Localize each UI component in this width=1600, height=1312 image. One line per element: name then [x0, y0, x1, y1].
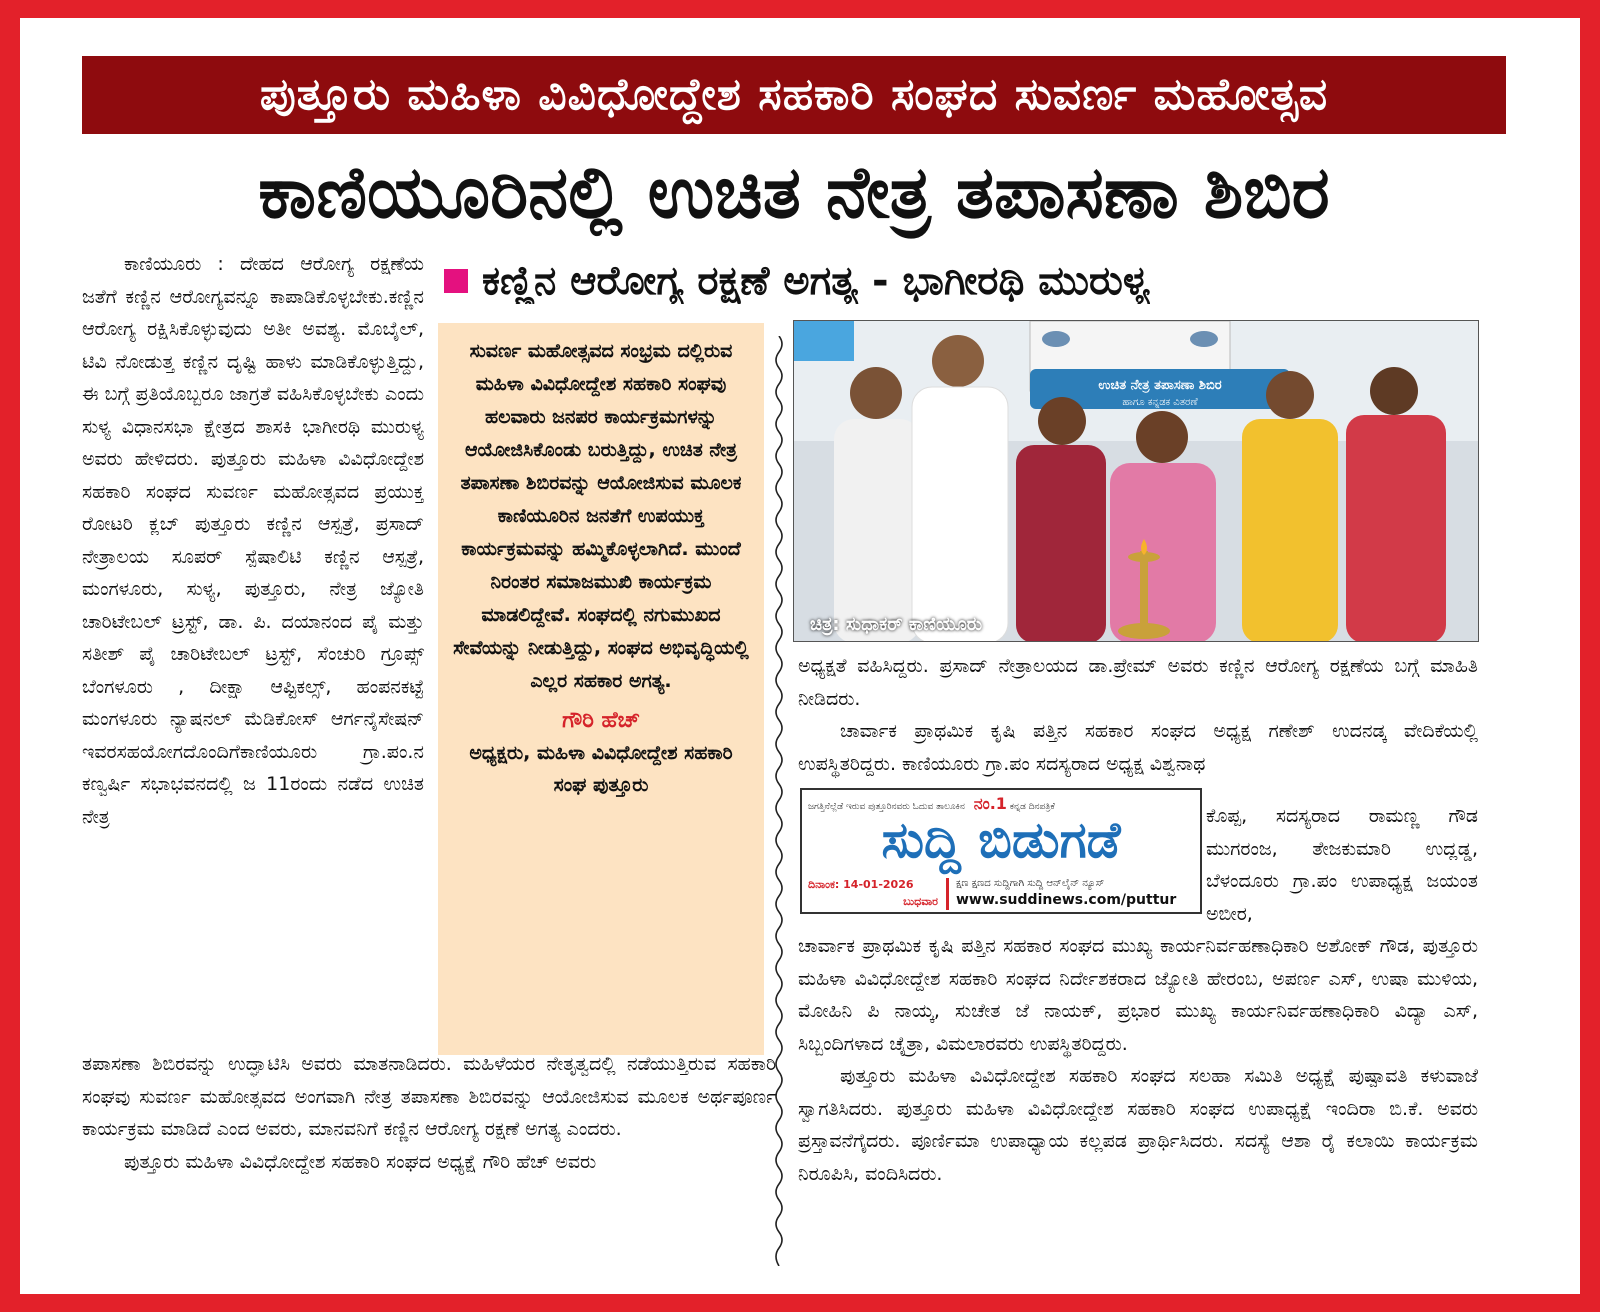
photo-banner-text: ಉಚಿತ ನೇತ್ರ ತಪಾಸಣಾ ಶಿಬಿರ — [1098, 378, 1222, 393]
article-paragraph: ಪುತ್ತೂರು ಮಹಿಳಾ ವಿವಿಧೋದ್ದೇಶ ಸಹಕಾರಿ ಸಂಘದ ಅಧ್ಯಕ್ಷೆ ಗೌರಿ ಹೆಚ್ ಅವರು — [124, 1150, 597, 1173]
quote-designation: ಅಧ್ಯಕ್ಷರು, ಮಹಿಳಾ ವಿವಿಧೋದ್ದೇಶ ಸಹಕಾರಿ ಸಂಘ ಪುತ್ತೂರು — [469, 742, 733, 796]
article-left-bottom — [82, 1048, 776, 1178]
photo-illustration — [794, 321, 1479, 642]
section-banner: ಪುತ್ತೂರು ಮಹಿಳಾ ವಿವಿಧೋದ್ದೇಶ ಸಹಕಾರಿ ಸಂಘದ ಸುವರ್ಣ ಮಹೋತ್ಸವ — [82, 56, 1506, 134]
masthead-bottom — [808, 876, 1194, 912]
article-right-lower — [798, 930, 1478, 1190]
photo-banner-subtext: ಹಾಗೂ ಕನ್ನಡಕ ವಿತರಣೆ — [1122, 397, 1198, 408]
article-paragraph: ಚಾರ್ವಾಕ ಪ್ರಾಥಮಿಕ ಕೃಷಿ ಪತ್ತಿನ ಸಹಕಾರ ಸಂಘದ ಅಧ್ಯಕ್ಷ ಗಣೇಶ್ ಉದನಡ್ಕ ವೇದಿಕೆಯಲ್ಲಿ ಉಪಸ್ಥಿತರಿದ್ದರು. ಕಾಣಿಯೂರು ಗ್ರಾ.ಪಂ ಸದಸ್ಯರಾದ ಅಧ್ಯಕ್ಷ ವಿಶ್ವನಾಥ — [798, 720, 1478, 775]
subheadline-text: ಕಣ್ಣಿನ ಆರೋಗ್ಯ ರಕ್ಷಣೆ ಅಗತ್ಯ - ಭಾಗೀರಥಿ ಮುರುಳ್ಯ — [482, 258, 1151, 304]
masthead-number-one: ನಂ.1 — [973, 794, 1007, 813]
article-paragraph: ಕೊಪ್ಪ, ಸದಸ್ಯರಾದ ರಾಮಣ್ಣ ಗೌಡ ಮುಗರಂಜ, ತೇಜಕುಮಾರಿ ಉದ್ಲಡ್ಡ, ಬೆಳಂದೂರು ಗ್ರಾ.ಪಂ ಉಪಾಧ್ಯಕ್ಷ ಜಯಂತ ಅಬೀರ, — [1206, 805, 1478, 925]
newspaper-masthead-ad — [800, 788, 1202, 914]
masthead-no1-suffix: ಕನ್ನಡ ದಿನಪತ್ರಿಕೆ — [1009, 802, 1055, 812]
masthead-tagline: ಕ್ಷಣ ಕ್ಷಣದ ಸುದ್ದಿಗಾಗಿ ಸುದ್ದಿ ಆನ್‌ಲೈನ್ ನ್ಯೂಸ್ — [956, 878, 1105, 889]
masthead-date-block — [808, 876, 938, 910]
quote-box — [438, 323, 764, 1055]
article-right-column — [798, 650, 1478, 780]
article-paragraph: ಕಾಣಿಯೂರು : ದೇಹದ ಆರೋಗ್ಯ ರಕ್ಷಣೆಯ ಜತೆಗೆ ಕಣ್ಣಿನ ಆರೋಗ್ಯವನ್ನೂ ಕಾಪಾಡಿಕೊಳ್ಳಬೇಕು.ಕಣ್ಣಿನ ಆರೋಗ್ಯ ರಕ್ಷಿಸಿಕೊಳ್ಳುವುದು ಅತೀ ಅವಶ್ಯ. ಮೊಬೈಲ್, ಟಿವಿ ನೋಡುತ್ತ ಕಣ್ಣಿನ ದೃಷ್ಟಿ ಹಾಳು ಮಾಡಿಕೊಳ್ಳುತ್ತಿದ್ದು, ಈ ಬಗ್ಗೆ ಪ್ರತಿಯೊಬ್ಬರೂ ಜಾಗ್ರತೆ ವಹಿಸಿಕೊಳ್ಳಬೇಕು ಎಂದು ಸುಳ್ಯ ವಿಧಾನಸಭಾ ಕ್ಷೇತ್ರದ ಶಾಸಕಿ ಭಾಗೀರಥಿ ಮುರುಳ್ಯ ಅವರು ಹೇಳಿದರು. ಪುತ್ತೂರು ಮಹಿಳಾ ವಿವಿಧೋದ್ದೇಶ ಸಹಕಾರಿ ಸಂಘದ ಸುವರ್ಣ ಮಹೋತ್ಸವದ ಪ್ರಯುಕ್ತ ರೋಟರಿ ಕ್ಲಬ್ ಪುತ್ತೂರು ಕಣ್ಣಿನ ಆಸ್ಪತ್ರೆ, ಪ್ರಸಾದ್ ನೇತ್ರಾಲಯ ಸೂಪರ್ ಸ್ಪೆಷಾಲಿಟಿ ಕಣ್ಣಿನ ಆಸ್ಪತ್ರೆ, ಮಂಗಳೂರು, ಸುಳ್ಯ, ಪುತ್ತೂರು, ನೇತ್ರ ಜ್ಯೋತಿ ಚಾರಿಟೇಬಲ್ ಟ್ರಸ್ಟ್, ಡಾ. ಪಿ. ದಯಾನಂದ ಪೈ ಮತ್ತು ಸತೀಶ್ ಪೈ ಚಾರಿಟೇಬಲ್ ಟ್ರಸ್ಟ್, ಸೆಂಚುರಿ ಗ್ರೂಪ್ಸ್ ಬೆಂಗಳೂರು , ದೀಕ್ಷಾ ಆಪ್ಟಿಕಲ್ಸ್, ಹಂಪನಕಟ್ಟೆ ಮಂಗಳೂರು ನ್ಯಾಷನಲ್ ಮೆಡಿಕೋಸ್ ಆರ್ಗನೈಸೇಷನ್ ಇವರಸಹಯೋಗದೊಂದಿಗೆಕಾಣಿಯೂರು ಗ್ರಾ.ಪಂ.ನ ಕಣ್ವರ್ಷಿ ಸಭಾಭವನದಲ್ಲಿ ಜ 11ರಂದು ನಡೆದ ಉಚಿತ ನೇತ್ರ — [82, 253, 424, 828]
masthead-tagline-top: ಜಗತ್ತಿನೆಲ್ಲೆಡೆ ಇರುವ ಪುತ್ತೂರಿನವರು ಓದುವ ತಾಲೂಕಿನ — [808, 802, 965, 812]
masthead-date: ದಿನಾಂಕ: 14-01-2026 — [808, 878, 914, 891]
newspaper-page — [20, 18, 1580, 1294]
masthead-day: ಬುಧವಾರ — [903, 895, 938, 908]
masthead-url[interactable]: www.suddinews.com/puttur — [956, 892, 1177, 908]
quote-author: ಗೌರಿ ಹೆಚ್ — [562, 708, 640, 733]
bullet-square-icon — [444, 269, 468, 293]
headline: ಕಾಣಿಯೂರಿನಲ್ಲಿ ಉಚಿತ ನೇತ್ರ ತಪಾಸಣಾ ಶಿಬಿರ — [258, 150, 1330, 234]
masthead-separator — [946, 878, 949, 910]
article-paragraph: ಚಾರ್ವಾಕ ಪ್ರಾಥಮಿಕ ಕೃಷಿ ಪತ್ತಿನ ಸಹಕಾರ ಸಂಘದ ಮುಖ್ಯ ಕಾರ್ಯನಿರ್ವಹಣಾಧಿಕಾರಿ ಅಶೋಕ್ ಗೌಡ, ಪುತ್ತೂರು ಮಹಿಳಾ ವಿವಿಧೋದ್ದೇಶ ಸಹಕಾರಿ ಸಂಘದ ನಿರ್ದೇಶಕರಾದ ಜ್ಯೋತಿ ಹೇರಂಬ, ಅಪರ್ಣ ಎಸ್, ಉಷಾ ಮುಳಿಯ, ಮೋಹಿನಿ ಪಿ ನಾಯ್ಕ, ಸುಚೇತ ಜೆ ನಾಯಕ್, ಪ್ರಭಾರ ಮುಖ್ಯ ಕಾರ್ಯನಿರ್ವಹಣಾಧಿಕಾರಿ ವಿದ್ಯಾ ಎಸ್, ಸಿಬ್ಬಂದಿಗಳಾದ ಚೈತ್ರಾ, ವಿಮಲಾರವರು ಉಪಸ್ಥಿತರಿದ್ದರು. — [798, 935, 1478, 1055]
quote-text: ಸುವರ್ಣ ಮಹೋತ್ಸವದ ಸಂಭ್ರಮ ದಲ್ಲಿರುವ ಮಹಿಳಾ ವಿವಿಧೋದ್ದೇಶ ಸಹಕಾರಿ ಸಂಘವು ಹಲವಾರು ಜನಪರ ಕಾರ್ಯಕ್ರಮಗಳನ್ನು ಆಯೋಜಿಸಿಕೊಂಡು ಬರುತ್ತಿದ್ದು, ಉಚಿತ ನೇತ್ರ ತಪಾಸಣಾ ಶಿಬಿರವನ್ನು ಆಯೋಜಿಸುವ ಮೂಲಕ ಕಾಣಿಯೂರಿನ ಜನತೆಗೆ ಉಪಯುಕ್ತ ಕಾರ್ಯಕ್ರಮವನ್ನು ಹಮ್ಮಿಕೊಳ್ಳಲಾಗಿದೆ. ಮುಂದೆ ನಿರಂತರ ಸಮಾಜಮುಖಿ ಕಾರ್ಯಕ್ರಮ ಮಾಡಲಿದ್ದೇವೆ. ಸಂಘದಲ್ಲಿ ನಗುಮುಖದ ಸೇವೆಯನ್ನು ನೀಡುತ್ತಿದ್ದು, ಸಂಘದ ಅಭಿವೃದ್ಧಿಯಲ್ಲಿ ಎಲ್ಲರ ಸಹಕಾರ ಅಗತ್ಯ. — [453, 340, 749, 692]
article-left-column — [82, 248, 424, 833]
photo-credit: ಚಿತ್ರ: ಸುಧಾಕರ್ ಕಾಣಿಯೂರು — [810, 614, 983, 635]
article-right-narrow — [1206, 800, 1478, 930]
wavy-divider — [772, 336, 786, 1266]
event-photo — [793, 320, 1479, 642]
subheadline — [444, 250, 1506, 312]
article-paragraph: ಪುತ್ತೂರು ಮಹಿಳಾ ವಿವಿಧೋದ್ದೇಶ ಸಹಕಾರಿ ಸಂಘದ ಸಲಹಾ ಸಮಿತಿ ಅಧ್ಯಕ್ಷೆ ಪುಷ್ಪಾವತಿ ಕಳುವಾಜೆ ಸ್ವಾಗತಿಸಿದರು. ಪುತ್ತೂರು ಮಹಿಳಾ ವಿವಿಧೋದ್ದೇಶ ಸಹಕಾರಿ ಸಂಘದ ಉಪಾಧ್ಯಕ್ಷೆ ಇಂದಿರಾ ಬಿ.ಕೆ. ಅವರು ಪ್ರಸ್ತಾವನೆಗೈದರು. ಪೂರ್ಣಿಮಾ ಉಪಾಧ್ಯಾಯ ಕಲ್ಲಪಡ ಪ್ರಾರ್ಥಿಸಿದರು. ಸದಸ್ಯೆ ಆಶಾ ರೈ ಕಲಾಯಿ ಕಾರ್ಯಕ್ರಮ ನಿರೂಪಿಸಿ, ವಂದಿಸಿದರು. — [798, 1065, 1478, 1185]
article-paragraph: ಅಧ್ಯಕ್ಷತೆ ವಹಿಸಿದ್ದರು. ಪ್ರಸಾದ್ ನೇತ್ರಾಲಯದ ಡಾ.ಪ್ರೇಮ್ ಅವರು ಕಣ್ಣಿನ ಆರೋಗ್ಯ ರಕ್ಷಣೆಯ ಬಗ್ಗೆ ಮಾಹಿತಿ ನೀಡಿದರು. — [798, 655, 1478, 710]
masthead-title: ಸುದ್ದಿ ಬಿಡುಗಡೆ — [881, 811, 1121, 869]
article-paragraph: ತಪಾಸಣಾ ಶಿಬಿರವನ್ನು ಉದ್ಘಾಟಿಸಿ ಅವರು ಮಾತನಾಡಿದರು. ಮಹಿಳೆಯರ ನೇತೃತ್ವದಲ್ಲಿ ನಡೆಯುತ್ತಿರುವ ಸಹಕಾರಿ ಸಂಘವು ಸುವರ್ಣ ಮಹೋತ್ಸವದ ಅಂಗವಾಗಿ ನೇತ್ರ ತಪಾಸಣಾ ಶಿಬಿರವನ್ನು ಆಯೋಜಿಸುವ ಮೂಲಕ ಅರ್ಥಪೂರ್ಣ ಕಾರ್ಯಕ್ರಮ ಮಾಡಿದೆ ಎಂದ ಅವರು, ಮಾನವನಿಗೆ ಕಣ್ಣಿನ ಆರೋಗ್ಯ ರಕ್ಷಣೆ ಅಗತ್ಯ ಎಂದರು. — [82, 1053, 776, 1140]
